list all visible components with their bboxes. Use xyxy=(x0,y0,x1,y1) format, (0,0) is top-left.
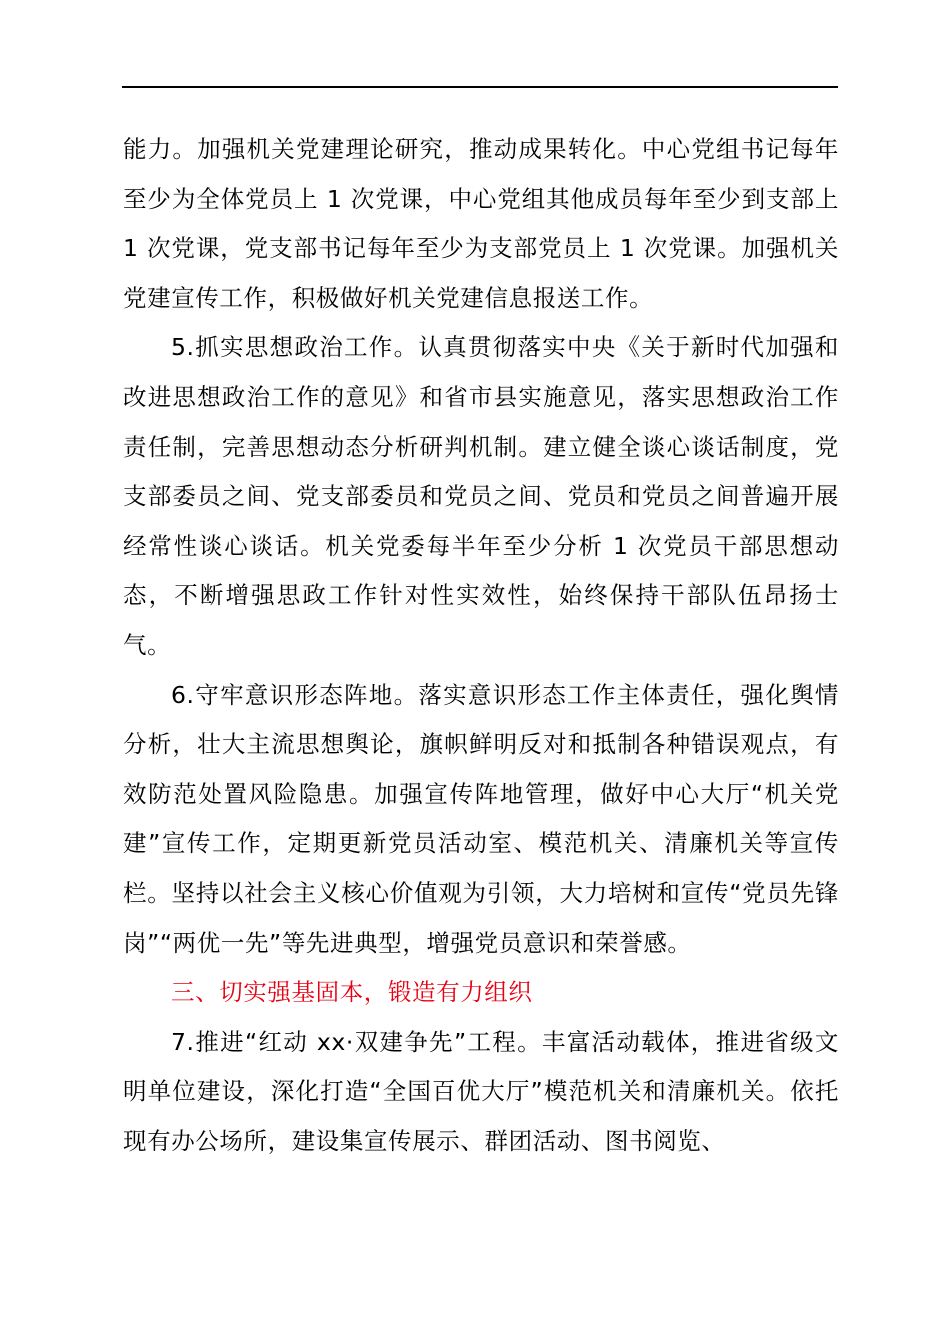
paragraph-continuation: 能力。加强机关党建理论研究，推动成果转化。中心党组书记每年至少为全体党员上 1 次党课，中心党组其他成员每年至少到支部上 1 次党课，党支部书记每年至少为支部党员上 1 次党课。加强机关党建宣传工作，积极做好机关党建信息报送工作。 xyxy=(123,135,839,312)
paragraph-item-7: 7.推进“红动 xx·双建争先”工程。丰富活动载体，推进省级文明单位建设，深化打造“全国百优大厅”模范机关和清廉机关。依托现有办公场所，建设集宣传展示、群团活动、图书阅览、 xyxy=(123,1027,839,1155)
document-body xyxy=(123,125,839,1166)
header-rule xyxy=(122,86,838,88)
paragraph-item-6: 6.守牢意识形态阵地。落实意识形态工作主体责任，强化舆情分析，壮大主流思想舆论，旗帜鲜明反对和抵制各种错误观点，有效防范处置风险隐患。加强宣传阵地管理，做好中心大厅“机关党建”宣传工作，定期更新党员活动室、模范机关、清廉机关等宣传栏。坚持以社会主义核心价值观为引领，大力培树和宣传“党员先锋岗”“两优一先”等先进典型，增强党员意识和荣誉感。 xyxy=(123,680,839,957)
paragraph-item-5: 5.抓实思想政治工作。认真贯彻落实中央《关于新时代加强和改进思想政治工作的意见》和省市县实施意见，落实思想政治工作责任制，完善思想动态分析研判机制。建立健全谈心谈话制度，党支部委员之间、党支部委员和党员之间、党员和党员之间普遍开展经常性谈心谈话。机关党委每半年至少分析 1 次党员干部思想动态，不断增强思政工作针对性实效性，始终保持干部队伍昂扬士气。 xyxy=(123,333,839,659)
section-heading-3: 三、切实强基固本，锻造有力组织 xyxy=(171,978,533,1007)
